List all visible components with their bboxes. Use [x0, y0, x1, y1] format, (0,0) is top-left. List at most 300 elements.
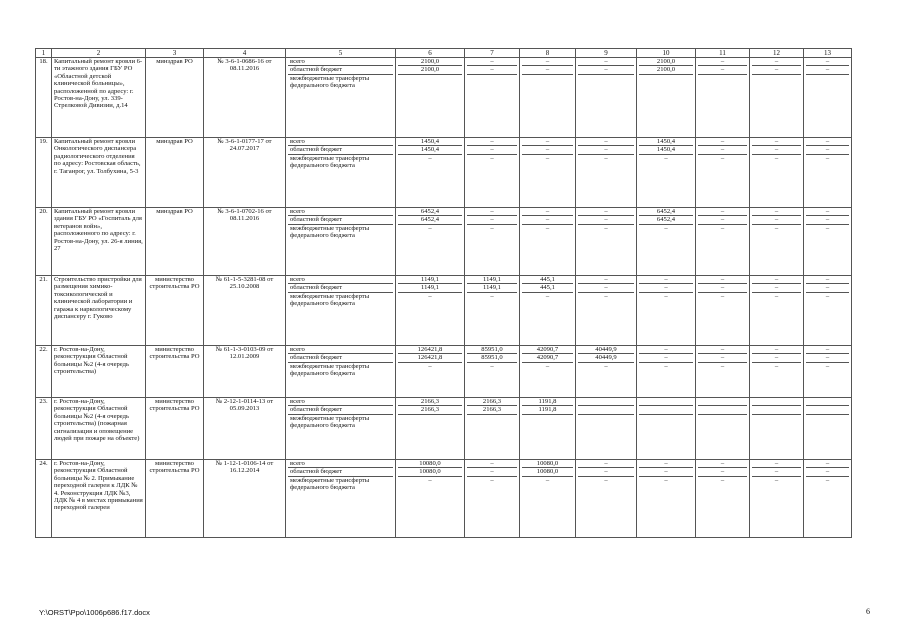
amount-cell — [696, 346, 750, 398]
amount-cell — [520, 398, 576, 460]
amount-value: – — [720, 292, 725, 300]
amount-value: – — [545, 224, 550, 232]
amount-value: 1450,4 — [398, 146, 462, 154]
amount-value: – — [698, 284, 747, 292]
table-row — [36, 460, 852, 538]
row-number: 21. — [36, 276, 52, 346]
funding-sources — [286, 346, 396, 398]
amount-value: 40449,9 — [578, 354, 634, 362]
funding-source: межбюджетные трансферты федерального бюджета — [290, 224, 370, 240]
column-number: 5 — [286, 49, 396, 58]
amount-value: – — [467, 460, 517, 468]
amount-value: – — [490, 224, 494, 232]
amount-value: – — [490, 476, 494, 484]
amount-cell — [804, 460, 852, 538]
amount-value: – — [825, 362, 830, 370]
amount-value: – — [752, 284, 801, 292]
amount-value — [806, 406, 849, 414]
amount-value: – — [604, 476, 608, 484]
amount-cell — [520, 208, 576, 276]
amount-cell — [750, 58, 804, 138]
amount-cell — [637, 208, 696, 276]
amount-value: – — [806, 468, 849, 476]
amount-cell — [520, 276, 576, 346]
amount-value: – — [467, 138, 517, 146]
amount-value: – — [428, 362, 432, 370]
column-number: 13 — [804, 49, 852, 58]
amount-value — [752, 398, 801, 406]
amount-value: 10080,0 — [522, 468, 573, 476]
object-name: Строительство пристройки для размещения химико-токсикологической и клинической лаборатории и гаража к наркологическому диспансеру г. Гуково — [52, 276, 146, 346]
amount-value: – — [467, 468, 517, 476]
amount-value: – — [578, 468, 634, 476]
amount-value: – — [664, 292, 668, 300]
amount-cell — [465, 58, 520, 138]
amount-cell — [576, 208, 637, 276]
amount-value: 85951,0 — [467, 346, 517, 354]
amount-cell — [804, 58, 852, 138]
column-number: 11 — [696, 49, 750, 58]
amount-value: 42090,7 — [522, 354, 573, 362]
amount-value: – — [578, 284, 634, 292]
amount-value: – — [774, 224, 779, 232]
amount-value: – — [720, 362, 725, 370]
amount-cell — [396, 276, 465, 346]
amount-value: – — [664, 154, 668, 162]
amount-value: – — [578, 138, 634, 146]
amount-value: – — [698, 346, 747, 354]
amount-value: 2100,0 — [398, 66, 462, 74]
amount-value — [698, 406, 747, 414]
funding-sources — [286, 460, 396, 538]
amount-value: – — [806, 138, 849, 146]
amount-value: 2100,0 — [398, 58, 462, 66]
amount-cell — [396, 138, 465, 208]
funding-sources — [286, 58, 396, 138]
amount-value: – — [522, 208, 573, 216]
amount-value: 1450,4 — [398, 138, 462, 146]
amount-cell — [637, 346, 696, 398]
amount-value: 445,1 — [522, 276, 573, 284]
amount-cell — [520, 346, 576, 398]
amount-value — [806, 415, 849, 430]
funding-source: всего — [288, 208, 393, 216]
row-number: 24. — [36, 460, 52, 538]
funding-source: областной бюджет — [288, 66, 393, 74]
column-number-row — [36, 49, 852, 58]
amount-value: 6452,4 — [398, 216, 462, 224]
amount-value: 10080,0 — [522, 460, 573, 468]
amount-value: 2166,3 — [398, 398, 462, 406]
funding-source: всего — [288, 276, 393, 284]
file-path: Y:\ORST\Ppo\1006p686.f17.docx — [39, 608, 150, 617]
funding-source: межбюджетные трансферты федерального бюджета — [290, 154, 370, 170]
amount-cell — [804, 276, 852, 346]
amount-value: – — [428, 224, 432, 232]
object-name: Капитальный ремонт кровли 6-ти этажного здания ГБУ РО «Областной детской клинической больницы», расположенной по адресу: г. Ростов-на-Дону, ул. 339-Стрелковой Дивизии, д.14 — [52, 58, 146, 138]
amount-value — [639, 406, 693, 414]
amount-value: – — [545, 476, 550, 484]
row-number: 18. — [36, 58, 52, 138]
amount-value: – — [578, 58, 634, 66]
amount-cell — [396, 208, 465, 276]
amount-value — [639, 398, 693, 406]
amount-value: – — [825, 292, 830, 300]
column-number: 3 — [146, 49, 204, 58]
amount-value: – — [806, 216, 849, 224]
amount-value — [698, 415, 747, 430]
object-name: г. Ростов-на-Дону, реконструкция Областной больницы №2 (4-я очередь строительства) (пожарная сигнализация и оповещение людей при пожаре на объекте) — [52, 398, 146, 460]
amount-value — [467, 75, 517, 90]
amount-value: 126421,8 — [398, 354, 462, 362]
amount-value: – — [774, 476, 779, 484]
amount-value: – — [639, 346, 693, 354]
funding-source: межбюджетные трансферты федерального бюджета — [290, 414, 370, 430]
funding-sources — [286, 208, 396, 276]
amount-value: 2100,0 — [639, 58, 693, 66]
amount-value: – — [604, 362, 608, 370]
amount-value: – — [774, 362, 779, 370]
amount-value: – — [604, 154, 608, 162]
document-number: № 3-6-1-0702-16 от 08.11.2016 — [204, 208, 286, 276]
amount-value — [806, 75, 849, 90]
funding-source: всего — [288, 460, 393, 468]
amount-value: – — [698, 460, 747, 468]
amount-value: 1149,1 — [467, 276, 517, 284]
amount-value — [806, 398, 849, 406]
customer: минздрав РО — [146, 208, 204, 276]
document-number: № 61-1-3-0103-09 от 12.01.2009 — [204, 346, 286, 398]
amount-value: – — [774, 292, 779, 300]
amount-cell — [576, 460, 637, 538]
amount-cell — [637, 58, 696, 138]
amount-value: 126421,8 — [398, 346, 462, 354]
amount-value: – — [698, 468, 747, 476]
amount-cell — [396, 398, 465, 460]
document-number: № 3-6-1-0177-17 от 24.07.2017 — [204, 138, 286, 208]
table-row — [36, 138, 852, 208]
amount-cell — [750, 276, 804, 346]
amount-value: – — [664, 476, 668, 484]
document-number: № 61-1-5-3281-08 от 25.10.2008 — [204, 276, 286, 346]
amount-value: – — [752, 460, 801, 468]
amount-cell — [520, 138, 576, 208]
amount-value: – — [806, 284, 849, 292]
amount-value: – — [774, 154, 779, 162]
amount-cell — [576, 58, 637, 138]
amount-cell — [637, 276, 696, 346]
amount-cell — [465, 276, 520, 346]
amount-value: – — [664, 362, 668, 370]
column-number: 9 — [576, 49, 637, 58]
amount-value: – — [522, 146, 573, 154]
amount-value: – — [545, 154, 550, 162]
amount-value: 6452,4 — [398, 208, 462, 216]
amount-value: 1191,8 — [522, 406, 573, 414]
object-name: г. Ростов-на-Дону, реконструкция Областной больницы № 2. Примыкание переходной галереи к ЛДК № 4. Реконструкция ЛДК №3, ЛДК № 4 в местах примыкания переходной галереи — [52, 460, 146, 538]
row-number: 19. — [36, 138, 52, 208]
amount-value: 85951,0 — [467, 354, 517, 362]
amount-value — [522, 75, 573, 90]
amount-value: – — [698, 66, 747, 74]
amount-value: – — [752, 354, 801, 362]
amount-value: 1450,4 — [639, 138, 693, 146]
amount-value: – — [639, 276, 693, 284]
table-row — [36, 276, 852, 346]
amount-cell — [465, 208, 520, 276]
amount-value — [752, 415, 801, 430]
amount-value: – — [752, 276, 801, 284]
amount-value: – — [490, 362, 494, 370]
amount-value: – — [428, 292, 432, 300]
amount-value: – — [806, 354, 849, 362]
amount-value — [639, 75, 693, 90]
amount-cell — [750, 138, 804, 208]
amount-value — [398, 415, 462, 430]
amount-value: – — [752, 208, 801, 216]
funding-source: межбюджетные трансферты федерального бюджета — [290, 74, 370, 90]
funding-source: межбюджетные трансферты федерального бюджета — [290, 292, 370, 308]
amount-value: – — [578, 216, 634, 224]
amount-value: – — [720, 476, 725, 484]
column-number: 8 — [520, 49, 576, 58]
amount-value: – — [698, 58, 747, 66]
amount-value — [752, 75, 801, 90]
amount-value: – — [752, 468, 801, 476]
amount-value — [698, 398, 747, 406]
amount-value: – — [604, 224, 608, 232]
funding-table — [35, 48, 852, 538]
amount-cell — [696, 58, 750, 138]
table-row — [36, 58, 852, 138]
amount-cell — [696, 460, 750, 538]
object-name: Капитальный ремонт кровли Онкологического диспансера радиологического отделения по адресу: Ростовская область, г. Таганрог, ул. Толбухина, 5-3 — [52, 138, 146, 208]
amount-cell — [750, 460, 804, 538]
amount-value: – — [428, 476, 432, 484]
amount-value: – — [522, 138, 573, 146]
amount-cell — [520, 460, 576, 538]
funding-source: областной бюджет — [288, 468, 393, 476]
amount-value: – — [545, 362, 550, 370]
amount-value: – — [752, 146, 801, 154]
amount-value: – — [578, 276, 634, 284]
funding-source: областной бюджет — [288, 146, 393, 154]
amount-value: – — [578, 66, 634, 74]
amount-value: – — [752, 66, 801, 74]
amount-value: 1149,1 — [398, 284, 462, 292]
column-number: 2 — [52, 49, 146, 58]
table-row — [36, 208, 852, 276]
amount-value — [398, 75, 462, 90]
amount-value — [752, 406, 801, 414]
column-number: 10 — [637, 49, 696, 58]
document-number: № 3-6-1-0686-16 от 08.11.2016 — [204, 58, 286, 138]
amount-value — [578, 415, 634, 430]
amount-value: 1191,8 — [522, 398, 573, 406]
amount-value: – — [806, 58, 849, 66]
amount-value: – — [578, 146, 634, 154]
amount-value: – — [825, 476, 830, 484]
customer: минздрав РО — [146, 138, 204, 208]
funding-source: всего — [288, 58, 393, 66]
amount-cell — [465, 460, 520, 538]
funding-source: межбюджетные трансферты федерального бюджета — [290, 362, 370, 378]
amount-value: 1450,4 — [639, 146, 693, 154]
amount-value — [578, 406, 634, 414]
amount-value: 6452,4 — [639, 208, 693, 216]
amount-cell — [696, 138, 750, 208]
amount-value: 2166,3 — [398, 406, 462, 414]
amount-value: – — [752, 216, 801, 224]
row-number: 22. — [36, 346, 52, 398]
amount-cell — [750, 398, 804, 460]
amount-cell — [696, 398, 750, 460]
amount-value: – — [578, 208, 634, 216]
amount-value: – — [752, 138, 801, 146]
amount-value: – — [604, 292, 608, 300]
column-number: 7 — [465, 49, 520, 58]
amount-value: – — [467, 208, 517, 216]
funding-sources — [286, 138, 396, 208]
amount-cell — [637, 138, 696, 208]
customer: минздрав РО — [146, 58, 204, 138]
amount-value: – — [806, 276, 849, 284]
amount-value — [698, 75, 747, 90]
amount-value: – — [698, 354, 747, 362]
amount-value: – — [522, 58, 573, 66]
amount-cell — [396, 346, 465, 398]
row-number: 20. — [36, 208, 52, 276]
amount-value: 1149,1 — [398, 276, 462, 284]
amount-cell — [576, 138, 637, 208]
funding-source: областной бюджет — [288, 354, 393, 362]
amount-cell — [804, 346, 852, 398]
object-name: Капитальный ремонт кровли здания ГБУ РО «Госпиталь для ветеранов войн», расположенного по адресу: г. Ростов-на-Дону, ул. 26-я линия, 27 — [52, 208, 146, 276]
funding-source: всего — [288, 398, 393, 406]
funding-source: всего — [288, 346, 393, 354]
amount-cell — [696, 208, 750, 276]
amount-cell — [804, 398, 852, 460]
amount-value — [522, 415, 573, 430]
amount-cell — [750, 208, 804, 276]
customer: министерство строительства РО — [146, 276, 204, 346]
amount-cell — [465, 346, 520, 398]
amount-cell — [396, 460, 465, 538]
amount-value — [578, 75, 634, 90]
amount-cell — [396, 58, 465, 138]
funding-source: областной бюджет — [288, 406, 393, 414]
amount-value: 2166,3 — [467, 406, 517, 414]
amount-value: – — [698, 208, 747, 216]
amount-value — [639, 415, 693, 430]
funding-source: всего — [288, 138, 393, 146]
amount-cell — [750, 346, 804, 398]
funding-sources — [286, 276, 396, 346]
table-row — [36, 398, 852, 460]
amount-value — [578, 398, 634, 406]
amount-value: – — [639, 460, 693, 468]
amount-value: 6452,4 — [639, 216, 693, 224]
funding-source: областной бюджет — [288, 284, 393, 292]
column-number: 4 — [204, 49, 286, 58]
amount-value: – — [806, 460, 849, 468]
amount-value: – — [720, 224, 725, 232]
amount-value: – — [467, 66, 517, 74]
customer: министерство строительства РО — [146, 398, 204, 460]
amount-cell — [637, 398, 696, 460]
amount-cell — [696, 276, 750, 346]
amount-cell — [465, 398, 520, 460]
amount-value: – — [806, 208, 849, 216]
amount-value: – — [825, 154, 830, 162]
amount-value: – — [639, 354, 693, 362]
amount-value: – — [467, 146, 517, 154]
amount-value: – — [467, 58, 517, 66]
amount-cell — [804, 208, 852, 276]
amount-cell — [576, 346, 637, 398]
row-number: 23. — [36, 398, 52, 460]
amount-cell — [576, 276, 637, 346]
amount-cell — [576, 398, 637, 460]
amount-value: – — [752, 346, 801, 354]
amount-value: – — [578, 460, 634, 468]
amount-value: 1149,1 — [467, 284, 517, 292]
page-number: 6 — [866, 607, 870, 616]
column-number: 6 — [396, 49, 465, 58]
document-number: № 2-12-1-0114-13 от 05.09.2013 — [204, 398, 286, 460]
amount-value: 40449,9 — [578, 346, 634, 354]
amount-value: – — [806, 146, 849, 154]
amount-value: – — [698, 138, 747, 146]
amount-value: 445,1 — [522, 284, 573, 292]
amount-cell — [465, 138, 520, 208]
funding-source: областной бюджет — [288, 216, 393, 224]
funding-sources — [286, 398, 396, 460]
amount-value: 10080,0 — [398, 468, 462, 476]
amount-value: – — [664, 224, 668, 232]
document-number: № 1-12-1-0106-14 от 16.12.2014 — [204, 460, 286, 538]
amount-value: – — [806, 66, 849, 74]
amount-value: – — [698, 276, 747, 284]
customer: министерство строительства РО — [146, 460, 204, 538]
column-number: 1 — [36, 49, 52, 58]
amount-value: – — [752, 58, 801, 66]
amount-value: – — [522, 216, 573, 224]
amount-value: – — [428, 154, 432, 162]
amount-value: – — [698, 146, 747, 154]
table-row — [36, 346, 852, 398]
object-name: г. Ростов-на-Дону, реконструкция Областной больницы №2 (4-я очередь строительства) — [52, 346, 146, 398]
amount-value: 2100,0 — [639, 66, 693, 74]
funding-source: межбюджетные трансферты федерального бюджета — [290, 476, 370, 492]
amount-value: – — [639, 284, 693, 292]
amount-value — [467, 415, 517, 430]
amount-cell — [520, 58, 576, 138]
amount-cell — [637, 460, 696, 538]
amount-value: 2166,3 — [467, 398, 517, 406]
amount-value: – — [490, 154, 494, 162]
amount-value: – — [720, 154, 725, 162]
amount-value: – — [825, 224, 830, 232]
amount-value: – — [545, 292, 550, 300]
amount-value: – — [639, 468, 693, 476]
amount-value: 10080,0 — [398, 460, 462, 468]
amount-value: – — [490, 292, 494, 300]
amount-value: – — [698, 216, 747, 224]
amount-value: 42090,7 — [522, 346, 573, 354]
amount-value: – — [522, 66, 573, 74]
amount-value: – — [467, 216, 517, 224]
